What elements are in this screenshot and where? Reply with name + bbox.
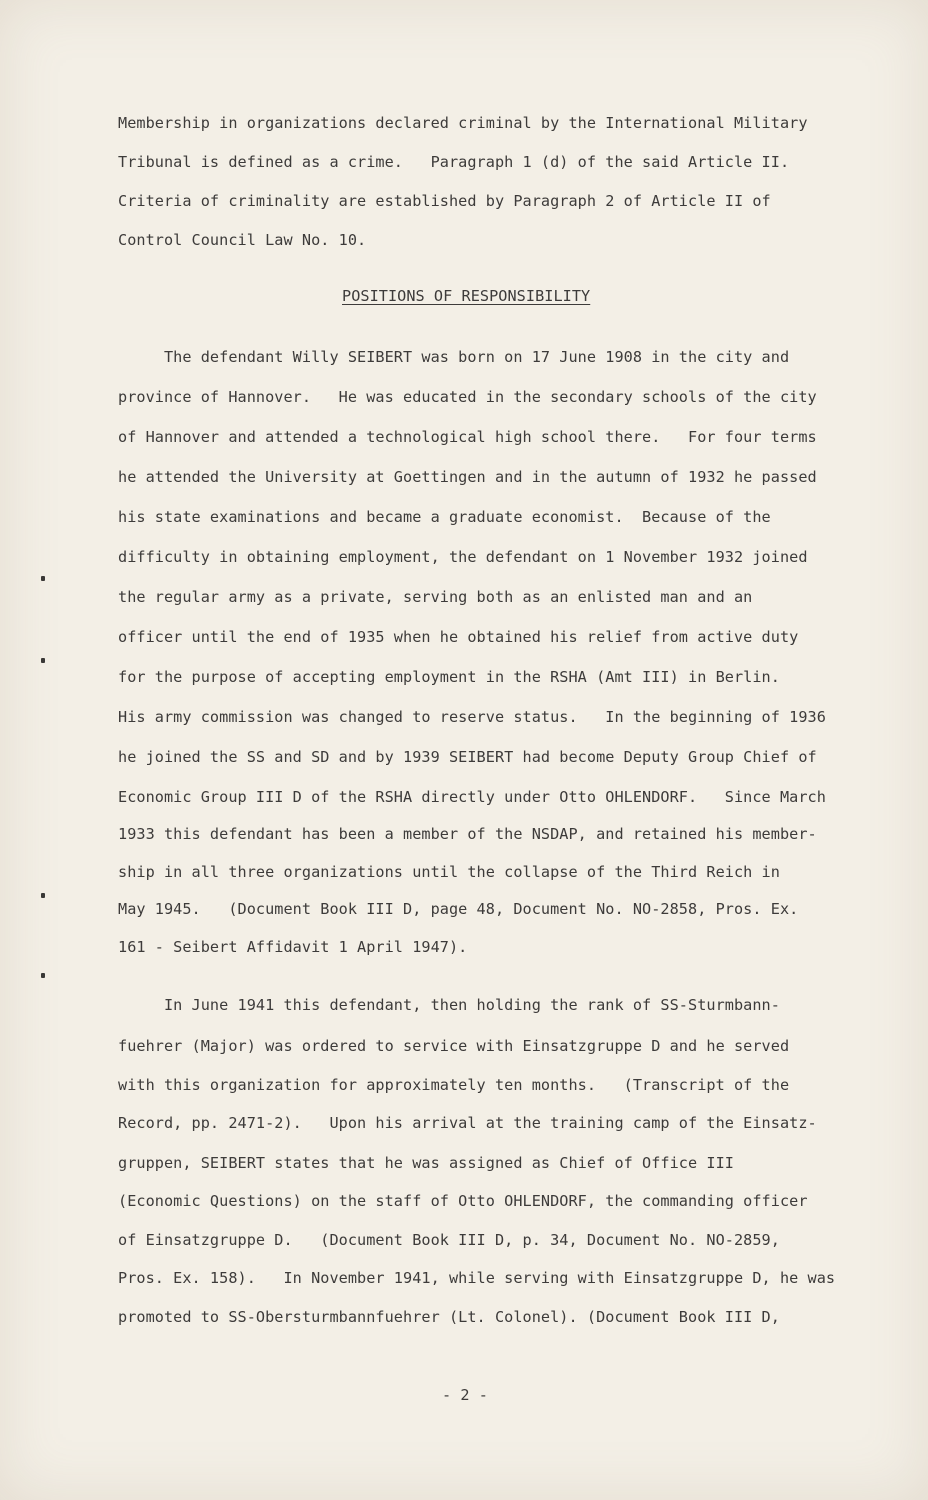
text-line: with this organization for approximately ten months. (Transcript of the [118,1076,790,1094]
text-line: Economic Group III D of the RSHA directly under Otto OHLENDORF. Since March [118,788,826,806]
text-line: for the purpose of accepting employment in the RSHA (Amt III) in Berlin. [118,668,780,686]
section-title: POSITIONS OF RESPONSIBILITY [342,287,591,305]
text-line: of Hannover and attended a technological high school there. For four terms [118,428,817,446]
text-line: officer until the end of 1935 when he obtained his relief from active duty [118,628,799,646]
text-line: promoted to SS-Obersturmbannfuehrer (Lt. Colonel). (Document Book III D, [118,1308,780,1326]
text-line: of Einsatzgruppe D. (Document Book III D, p. 34, Document No. NO-2859, [118,1231,780,1249]
text-line: Membership in organizations declared criminal by the International Military [118,114,808,132]
text-line: the regular army as a private, serving both as an enlisted man and an [118,588,753,606]
text-line: 1933 this defendant has been a member of the NSDAP, and retained his member- [118,825,817,843]
text-line: Pros. Ex. 158). In November 1941, while serving with Einsatzgruppe D, he was [118,1269,836,1287]
text-line: The defendant Willy SEIBERT was born on 17 June 1908 in the city and [118,348,790,366]
text-line: difficulty in obtaining employment, the defendant on 1 November 1932 joined [118,548,808,566]
margin-speck [41,576,45,581]
text-line: province of Hannover. He was educated in the secondary schools of the city [118,388,817,406]
margin-speck [41,973,45,978]
text-line: Control Council Law No. 10. [118,231,367,249]
text-line: In June 1941 this defendant, then holding the rank of SS-Sturmbann- [118,996,780,1014]
text-line: (Economic Questions) on the staff of Otto OHLENDORF, the commanding officer [118,1192,808,1210]
page-number: - 2 - [442,1386,488,1404]
text-line: ship in all three organizations until the collapse of the Third Reich in [118,863,780,881]
text-line: gruppen, SEIBERT states that he was assigned as Chief of Office III [118,1154,734,1172]
text-line: Record, pp. 2471-2). Upon his arrival at the training camp of the Einsatz- [118,1114,817,1132]
text-line: Tribunal is defined as a crime. Paragraph 1 (d) of the said Article II. [118,153,790,171]
text-line: May 1945. (Document Book III D, page 48, Document No. NO-2858, Pros. Ex. [118,900,799,918]
text-line: he attended the University at Goettingen and in the autumn of 1932 he passed [118,468,817,486]
text-line: fuehrer (Major) was ordered to service with Einsatzgruppe D and he served [118,1037,790,1055]
margin-speck [41,658,45,663]
text-line: His army commission was changed to reserve status. In the beginning of 1936 [118,708,826,726]
text-line: his state examinations and became a graduate economist. Because of the [118,508,771,526]
text-line: he joined the SS and SD and by 1939 SEIBERT had become Deputy Group Chief of [118,748,817,766]
text-line: 161 - Seibert Affidavit 1 April 1947). [118,938,468,956]
margin-speck [41,893,45,898]
text-line: Criteria of criminality are established by Paragraph 2 of Article II of [118,192,771,210]
